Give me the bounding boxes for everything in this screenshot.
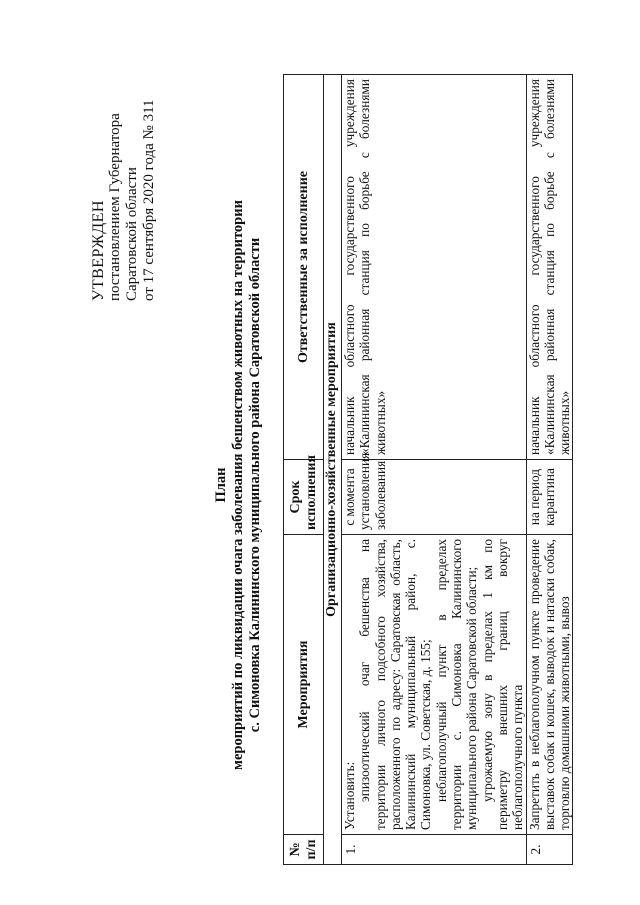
row-responsible: начальник областного государственного учреждения «Калининская районная станция по борьбе с болезнями животных»: [526, 75, 573, 460]
title-word: План: [213, 467, 229, 503]
measure-paragraph: угрожаемую зону в пределах 1 км по периметру внешних границ вокруг неблагополучного пункта: [479, 539, 526, 830]
title-line-1: мероприятий по ликвидации очага заболевания бешенством животных на территории: [230, 200, 246, 770]
measures-table: [283, 74, 573, 865]
row-measure: Запретить в неблагополучном пункте проведение выставок собак и кошек, выводок и натаски собак, торговлю домашними животными, вывоз: [526, 535, 573, 835]
row-term: на период карантина: [526, 460, 573, 535]
measure-paragraph: эпизоотический очаг бешенства на территории личного подсобного хозяйства, расположенного по адресу: Саратовская область, Калининский муниципальный район, с. Симоновка, ул. Советская, д. 155;: [357, 539, 434, 830]
row-num: 1.: [342, 835, 527, 865]
measure-intro: Установить:: [342, 761, 357, 830]
approval-line-3: от 17 сентября 2020 года № 311: [141, 99, 157, 301]
approval-line-1: постановлением Губернатора: [107, 113, 123, 301]
approval-stamp: [90, 99, 158, 301]
row-term: с момента установления заболевания: [342, 460, 527, 535]
header-measures: Мероприятия: [284, 535, 324, 835]
table-row: [526, 75, 573, 865]
header-term: Срок исполнения: [284, 460, 324, 535]
section-title: Организационно-хозяйственные мероприятия: [324, 75, 342, 865]
document-title: [213, 125, 264, 845]
table-row: [342, 75, 527, 865]
approval-line-2: Саратовской области: [124, 167, 140, 301]
row-measure: [342, 535, 527, 835]
header-num: № п/п: [284, 835, 324, 865]
row-responsible: начальник областного государственного учреждения «Калининская районная станция по борьбе с болезнями животных»: [342, 75, 527, 460]
title-line-2: с. Симоновка Калининского муниципального района Саратовской области: [247, 237, 263, 733]
row-num: 2.: [526, 835, 573, 865]
measure-paragraph: неблагополучный пункт в пределах территории с. Симоновка Калининского муниципального района Саратовской области;: [433, 539, 480, 830]
section-row: [324, 75, 342, 865]
header-responsible: Ответственные за исполнение: [284, 75, 324, 460]
approval-heading: УТВЕРЖДЕН: [90, 200, 107, 301]
table-header-row: [284, 75, 324, 865]
